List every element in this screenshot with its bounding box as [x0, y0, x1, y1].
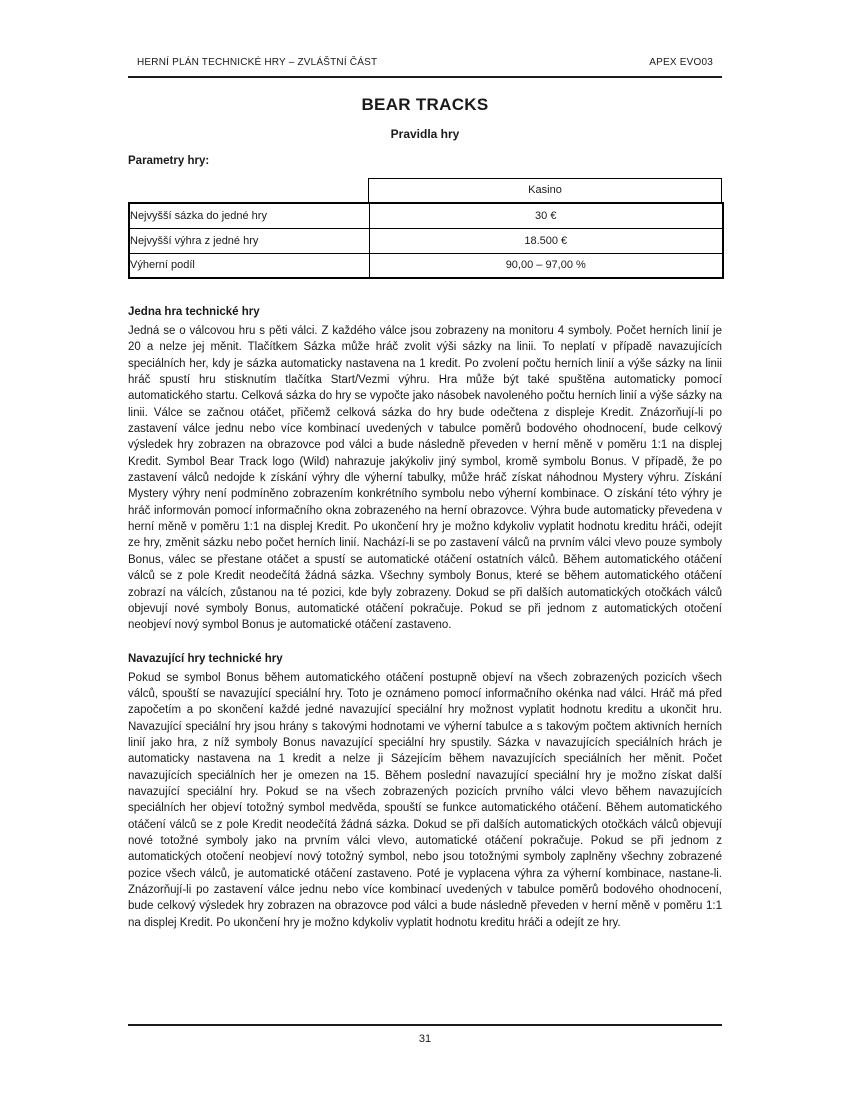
page-title: BEAR TRACKS: [361, 95, 489, 114]
params-label: Parametry hry:: [128, 155, 210, 167]
param-value: 90,00 – 97,00 %: [369, 253, 723, 278]
param-label: Výherní podíl: [129, 253, 369, 278]
param-value: 18.500 €: [369, 228, 723, 253]
section-heading-bonus-games: Navazující hry technické hry: [128, 652, 283, 665]
param-label: Nejvyšší sázka do jedné hry: [129, 203, 369, 228]
page-number: 31: [418, 1033, 432, 1045]
table-row: [129, 253, 723, 278]
params-table-header-spacer: [128, 178, 368, 202]
header-left-text: HERNÍ PLÁN TECHNICKÉ HRY – ZVLÁŠTNÍ ČÁST: [137, 57, 378, 68]
params-table-header-row: [128, 178, 722, 202]
page-subtitle: Pravidla hry: [390, 127, 460, 141]
table-row: [129, 228, 723, 253]
section-heading-single-game: Jedna hra technické hry: [128, 306, 260, 318]
params-table-column-header: Kasino: [368, 178, 722, 202]
param-label: Nejvyšší výhra z jedné hry: [129, 228, 369, 253]
header-right-text: APEX EVO03: [649, 57, 713, 68]
params-table: [128, 178, 722, 279]
page-content: [128, 0, 722, 931]
section-body-single-game: Jedná se o válcovou hru s pěti válci. Z každého válce jsou zobrazeny na monitoru 4 symboly. Počet herních linií je 20 a nelze jej měnit. Tlačítkem Sázka může hráč zvolit výši sázky na linii. To neplatí v případě navazujících speciálních her, kdy je sázka automaticky nastavena na 1 kredit. Po zvolení počtu herních linií a výše sázky na linii hráč spustí hru stisknutím tlačítka Start/Vezmi výhru. Hra může být také spuštěna automaticky pomocí automatického startu. Celková sázka do hry se vypočte jako násobek navoleného počtu herních linií a výše sázky na linii. Válce se začnou otáčet, přičemž celková sázka do hry bude odečtena z displeje Kredit. Znázorňují-li po zastavení válce jednu nebo více kombinací uvedených v tabulce poměrů bodového ohodnocení, bude celkový výsledek hry zobrazen na obrazovce pod válci a bude následně převeden v herní měně v poměru 1:1 na displej Kredit. Symbol Bear Track logo (Wild) nahrazuje jakýkoliv jiný symbol, kromě symbolu Bonus. V případě, že po zastavení válců nedojde k získání výhry dle výherní tabulky, může hráč získat náhodnou Mystery výhru. Získání Mystery výhry není podmíněno zobrazením konkrétního symbolu nebo výherní kombinace. O získání této výhry je hráč informován pomocí informačního okna zobrazeného na herní obrazovce. Výhra bude automaticky převedena v herní měně v poměru 1:1 na displej Kredit. Po ukončení hry je možno kdykoliv vyplatit hodnotu kreditu hráči, odejít ze hry, změnit sázku nebo počet herních linií. Nachází-li se po zastavení válců na prvním válci vlevo pouze symboly Bonus, válec se přestane otáčet a spustí se automatické otáčení ostatních válců. Během automatického otáčení válců se z pole Kredit neodečítá žádná sázka. Všechny symboly Bonus, které se během automatického otáčení zobrazí na válcích, zůstanou na té pozici, kde byly zobrazeny. Dokud se při dalších automatických otočkách válců objevují nové symboly Bonus, automatické otáčení pokračuje. Pokud se při jednom z automatických otočení neobjeví nový symbol Bonus je automatické otáčení zastaveno.: [128, 325, 722, 632]
page-footer: [128, 1024, 722, 1045]
table-row: [129, 203, 723, 228]
params-table-body: [128, 202, 724, 279]
page-header: [128, 0, 722, 78]
section-body-bonus-games: Pokud se symbol Bonus během automatického otáčení postupně objeví na všech zobrazených pozicích všech válců, spouští se navazující speciální hry. Toto je oznámeno pomocí informačního okénka nad válci. Hráč má před započetím a po skončení každé jedné navazující speciální hry možnost vyplatit hodnotu kreditu a ukončit hru. Navazující speciální hry jsou hrány s takovými hodnotami ve výherní tabulce a s takovým počtem aktivních herních linií jako hra, z níž symboly Bonus navazující speciální hry spustily. Sázka v navazujících speciálních hrách je automaticky nastavena na 1 kredit a nelze ji Sázejícím během navazujících speciálních her měnit. Počet navazujících speciálních her je omezen na 15. Během poslední navazující speciální hry je možno získat další navazující speciální hry. Pokud se na všech zobrazených pozicích prvního válci vlevo během navazujících speciálních her objeví totožný symbol medvěda, spouští se funkce automatického otáčení. Během automatického otáčení válců se z pole Kredit neodečítá žádná sázka. Dokud se při dalších automatických otočkách válců objevují nové totožné symboly jako na prvním válci vlevo, automatické otáčení pokračuje. Pokud se při jednom z automatických otočení neobjeví nový totožný symbol, nebo jsou totožnými symboly zaplněny všechny zobrazené pozice všech válců, je automatické otáčení zastaveno. Poté je vyplacena výhra za výherní kombinace, nastane-li. Znázorňují-li po zastavení válce jednu nebo více kombinací uvedených v tabulce poměrů bodového ohodnocení, bude celkový výsledek hry zobrazen na obrazovce pod válci a bude následně převeden v herní měně v poměru 1:1 na displej Kredit. Po ukončení hry je možno kdykoliv vyplatit hodnotu kreditu hráči a odejít ze hry.: [128, 671, 722, 929]
param-value: 30 €: [369, 203, 723, 228]
